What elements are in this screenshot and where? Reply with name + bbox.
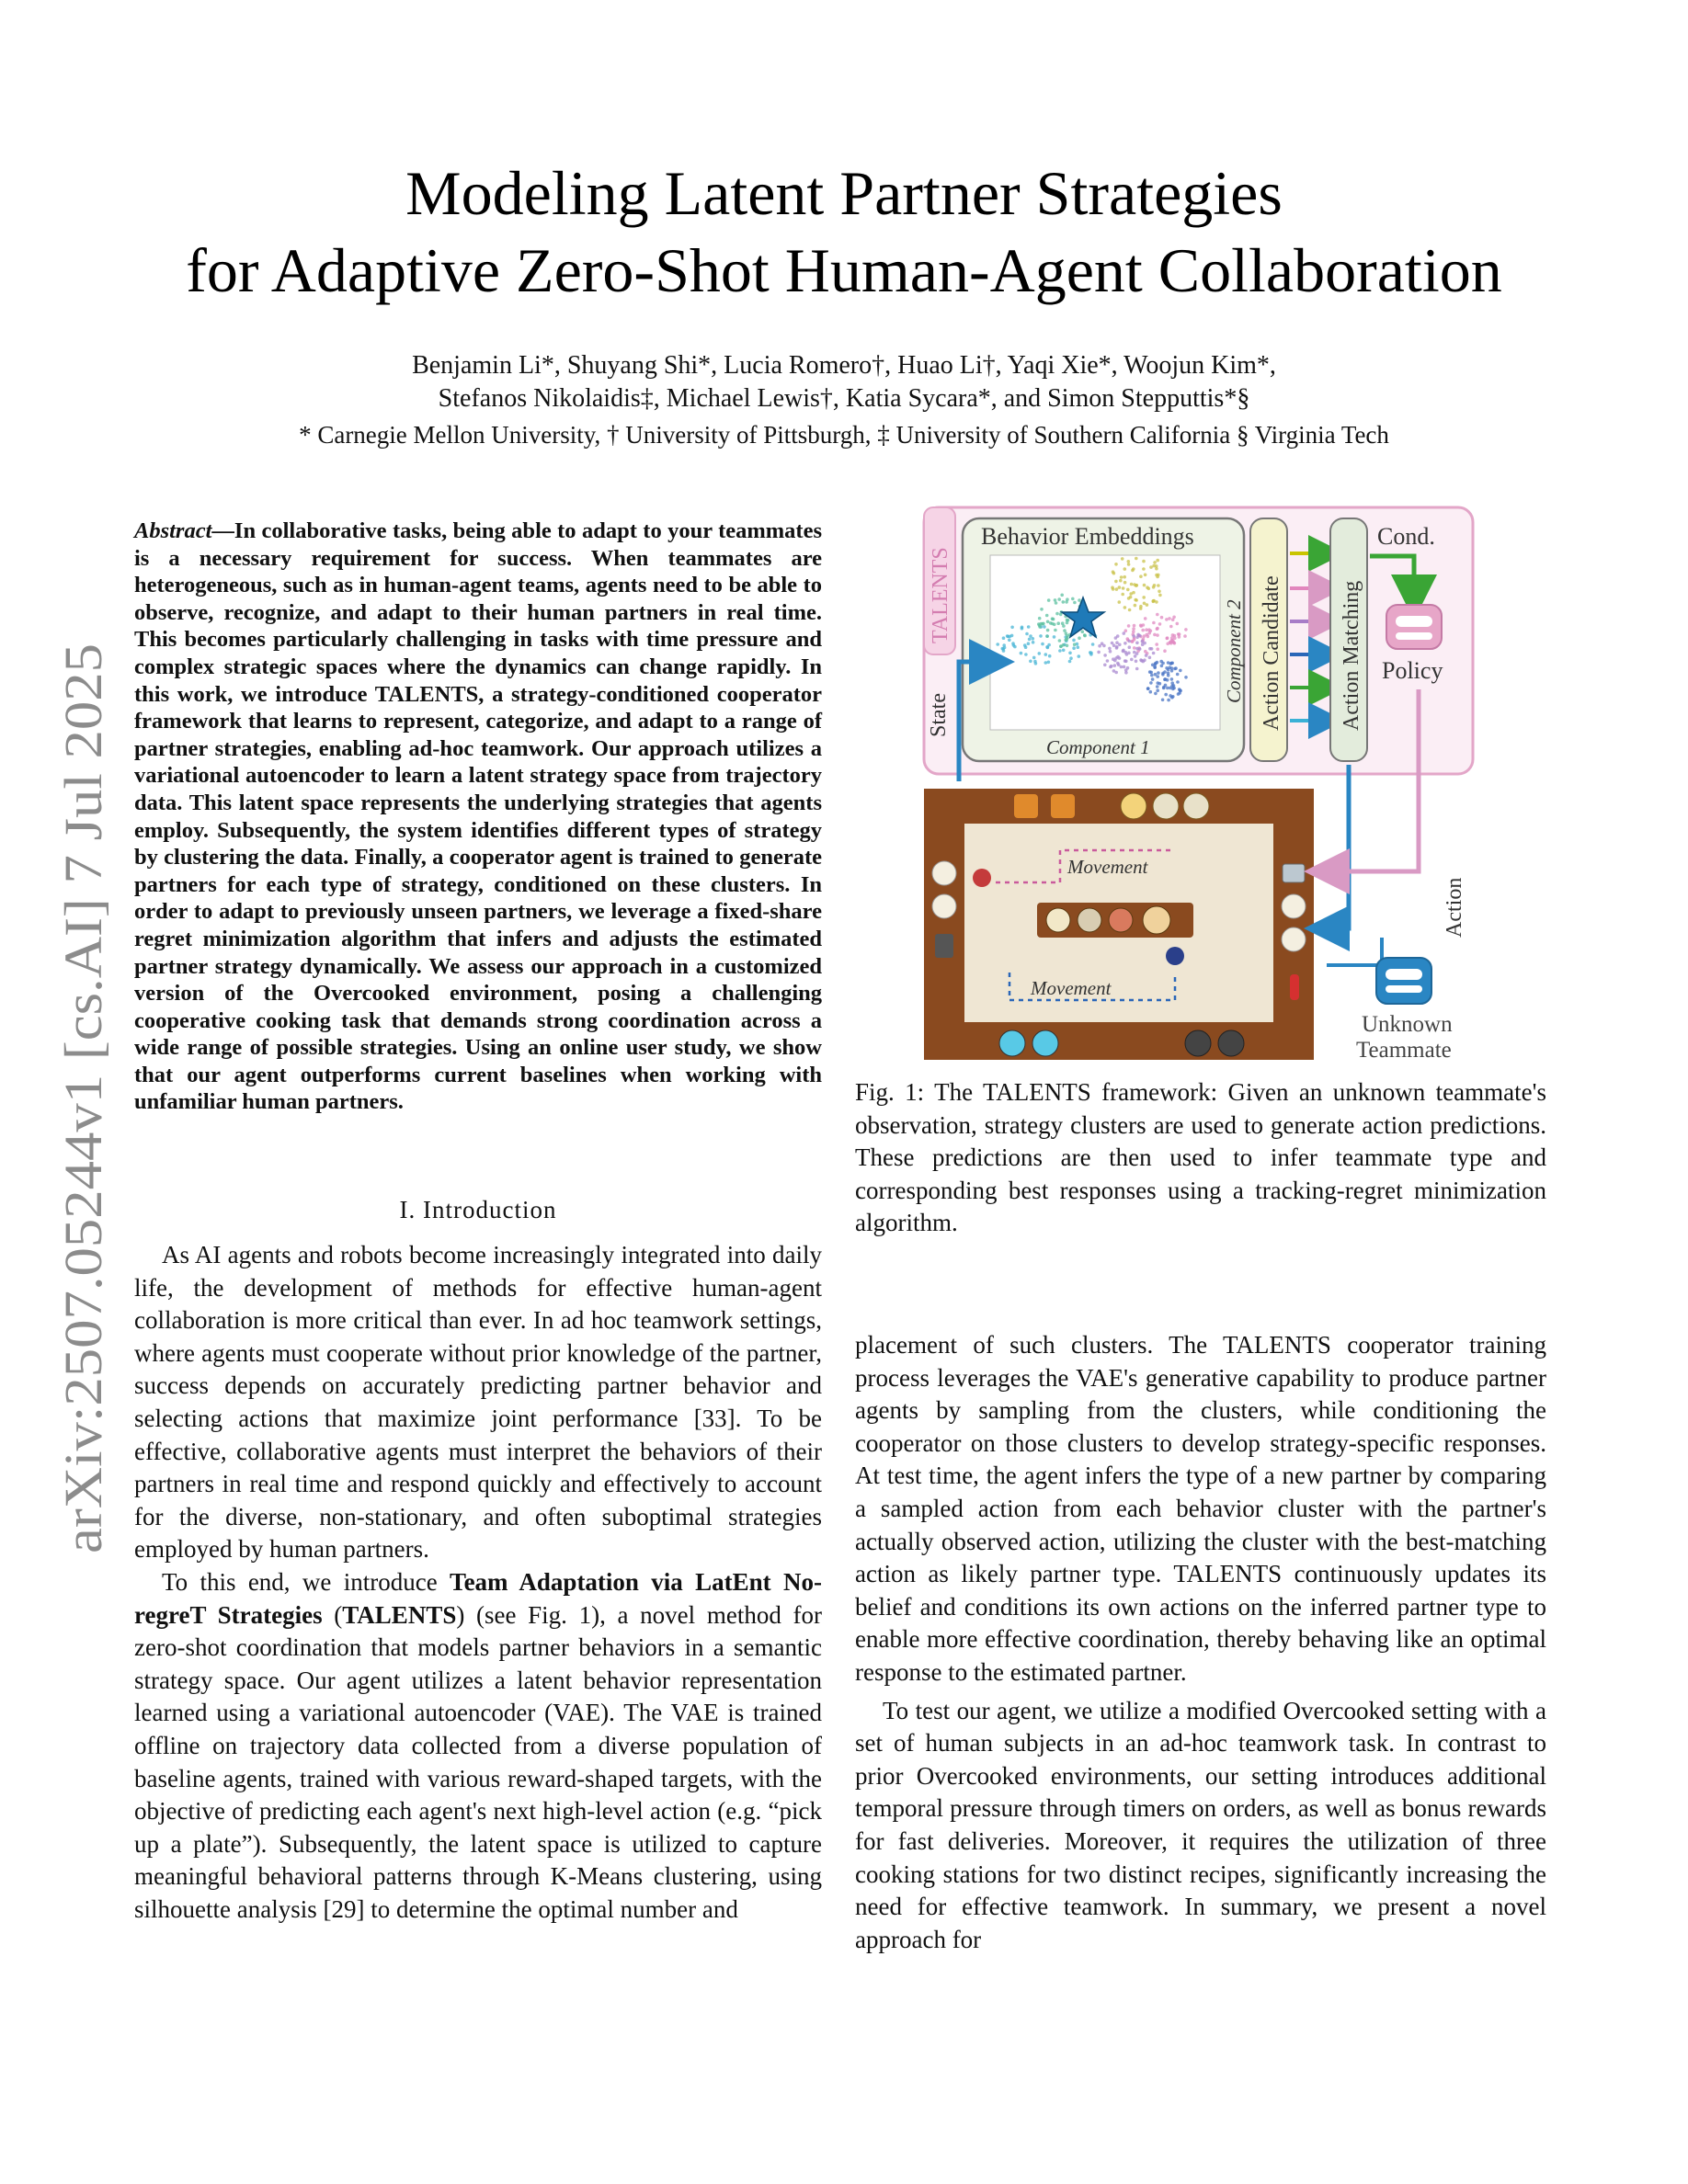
- embedding-point: [1132, 634, 1135, 638]
- embedding-point: [1038, 625, 1042, 629]
- embedding-point: [1072, 646, 1076, 650]
- embedding-point: [1123, 665, 1126, 669]
- embedding-point: [1133, 624, 1136, 628]
- embedding-point: [1066, 597, 1069, 601]
- embedding-point: [1047, 643, 1051, 647]
- policy-robot-eyes: [1396, 616, 1432, 627]
- embedding-point: [1055, 612, 1059, 616]
- embedding-point: [1152, 652, 1156, 655]
- policy-label: Policy: [1382, 657, 1443, 684]
- embedding-point: [1135, 667, 1139, 671]
- action-matching-label: Action Matching: [1340, 580, 1363, 731]
- embedding-point: [1021, 626, 1024, 630]
- embedding-point: [1127, 652, 1131, 655]
- figure-1-caption: Fig. 1: The TALENTS framework: Given an unknown teammate's observation, strategy clusters are used to generate action predictions. These predictions are then used to infer teammate type and corresponding best responses using a tracking-regret minimization algorithm.: [855, 1078, 1546, 1237]
- embedding-point: [1150, 647, 1154, 651]
- embedding-point: [1167, 699, 1170, 702]
- embedding-point: [1132, 630, 1135, 633]
- embedding-point: [1164, 693, 1168, 697]
- embedding-point: [1157, 584, 1160, 587]
- embedding-point: [1143, 584, 1146, 587]
- embedding-point: [1135, 642, 1139, 645]
- embedding-point: [1133, 651, 1136, 654]
- embedding-point: [1111, 642, 1114, 645]
- embedding-point: [1068, 660, 1072, 664]
- embedding-point: [1052, 618, 1055, 621]
- intro-p2-name: TALENTS: [342, 1600, 457, 1629]
- embedding-point: [1165, 666, 1169, 670]
- embedding-point: [1130, 658, 1134, 662]
- embedding-point: [1071, 597, 1075, 601]
- embedding-point: [1032, 656, 1036, 660]
- embedding-point: [1034, 662, 1038, 665]
- embedding-point: [1127, 560, 1131, 563]
- embedding-point: [1020, 652, 1023, 655]
- embedding-point: [1024, 645, 1028, 649]
- embedding-point: [1161, 672, 1165, 676]
- embedding-point: [1157, 574, 1160, 577]
- embedding-point: [1028, 638, 1032, 642]
- embedding-point: [1066, 638, 1069, 642]
- embedding-point: [1178, 635, 1181, 639]
- movement-label-1: Movement: [1067, 856, 1148, 878]
- embedding-point: [1151, 677, 1155, 681]
- embedding-point: [1170, 636, 1174, 640]
- embedding-point: [1171, 688, 1175, 691]
- embedding-point: [1078, 654, 1081, 658]
- component-2-label: Component 2: [1223, 599, 1245, 703]
- figure-1: [922, 506, 1483, 1068]
- embedding-point: [1114, 563, 1118, 566]
- blue-chef-icon: [1166, 947, 1184, 965]
- embedding-point: [1012, 643, 1016, 647]
- embedding-point: [1103, 654, 1107, 657]
- embedding-point: [1123, 606, 1127, 609]
- embedding-point: [1123, 581, 1127, 585]
- embedding-point: [1130, 583, 1134, 586]
- embedding-point: [1153, 633, 1157, 637]
- embedding-point: [1060, 594, 1064, 597]
- embedding-point: [1176, 680, 1180, 684]
- embedding-point: [1169, 625, 1173, 629]
- embedding-point: [1144, 650, 1147, 654]
- embedding-point: [1156, 613, 1159, 617]
- embedding-point: [1176, 622, 1180, 626]
- embedding-point: [1132, 627, 1135, 631]
- embedding-point: [1158, 590, 1161, 594]
- embedding-point: [1176, 673, 1180, 677]
- embedding-point: [1029, 634, 1032, 638]
- embedding-point: [1156, 685, 1159, 688]
- embedding-point: [1149, 681, 1153, 685]
- embedding-point: [1141, 640, 1145, 643]
- embedding-point: [1133, 583, 1136, 586]
- embedding-point: [1171, 633, 1175, 637]
- embedding-point: [1120, 665, 1123, 669]
- embedding-point: [1068, 652, 1072, 655]
- embedding-point: [1109, 665, 1112, 669]
- embedding-point: [1141, 629, 1145, 632]
- embedding-point: [1156, 661, 1159, 665]
- embedding-point: [1010, 626, 1014, 630]
- intro-p2-b: (: [322, 1600, 343, 1629]
- embedding-point: [1173, 667, 1177, 671]
- embedding-point: [1179, 689, 1182, 693]
- embedding-point: [1132, 591, 1135, 595]
- embedding-point: [1138, 634, 1142, 638]
- embedding-point: [1048, 654, 1052, 658]
- action-candidate-label: Action Candidate: [1260, 575, 1283, 731]
- embedding-point: [1123, 567, 1127, 571]
- embedding-point: [1066, 644, 1069, 648]
- embedding-point: [1129, 596, 1133, 599]
- embedding-point: [1113, 664, 1117, 667]
- embedding-point: [1039, 634, 1043, 638]
- arxiv-stamp: [18, 634, 129, 1553]
- embedding-point: [1128, 645, 1132, 649]
- embedding-point: [1118, 656, 1122, 660]
- embedding-point: [1038, 652, 1042, 655]
- embedding-point: [1154, 673, 1158, 677]
- embedding-point: [1114, 636, 1118, 640]
- embedding-point: [1172, 641, 1176, 644]
- author-line-1: Benjamin Li*, Shuyang Shi*, Lucia Romero†, Huao Li†, Yaqi Xie*, Woojun Kim*,: [412, 351, 1276, 380]
- embedding-point: [1143, 658, 1146, 662]
- embedding-point: [1138, 647, 1142, 651]
- embedding-point: [1183, 634, 1187, 638]
- embedding-point: [1002, 636, 1006, 640]
- embedding-point: [1098, 644, 1101, 648]
- embedding-point: [1155, 643, 1158, 646]
- embedding-point: [1077, 645, 1080, 649]
- embedding-point: [1166, 643, 1169, 646]
- embedding-point: [1149, 690, 1153, 694]
- behavior-embeddings-title: Behavior Embeddings: [981, 523, 1194, 550]
- embedding-point: [1115, 587, 1119, 591]
- embedding-point: [1170, 666, 1174, 670]
- embedding-point: [1168, 617, 1171, 620]
- right-paragraph-2: To test our agent, we utilize a modified Overcooked setting with a set of human subjects in an ad-hoc teamwork task. In contrast to prior Overcooked environments, our setting introduces additional temporal pressure through timers on orders, as well as bonus rewards for fast deliveries. Moreover, it requires the utilization of three cooking stations for two distinct recipes, significantly increasing the need for effective teamwork. In summary, we present a novel approach for: [855, 1696, 1546, 1953]
- embedding-point: [1115, 645, 1119, 649]
- embedding-point: [1139, 624, 1143, 628]
- embedding-point: [1032, 641, 1035, 644]
- arxiv-stamp-svg: [18, 634, 129, 1553]
- embedding-point: [1171, 695, 1175, 699]
- embedding-point: [1006, 634, 1009, 638]
- embedding-point: [1167, 661, 1170, 665]
- embedding-point: [1155, 567, 1158, 571]
- embedding-point: [1177, 692, 1180, 696]
- embedding-point: [1111, 586, 1114, 589]
- embedding-point: [1045, 614, 1049, 618]
- embedding-point: [1123, 631, 1126, 635]
- embedding-point: [1163, 678, 1167, 682]
- embedding-point: [1156, 627, 1159, 631]
- embedding-point: [1184, 676, 1188, 679]
- embedding-point: [1135, 557, 1138, 561]
- embedding-point: [1156, 559, 1159, 563]
- intro-p2-acronym: Team Adaptation via LatEnt No-regreT Strategies: [134, 1567, 822, 1629]
- embedding-point: [1078, 598, 1081, 602]
- policy-robot-mouth: [1396, 632, 1432, 640]
- embedding-point: [1010, 634, 1014, 638]
- embedding-point: [1044, 661, 1048, 665]
- embedding-point: [1156, 633, 1159, 637]
- title-line-1: Modeling Latent Partner Strategies: [405, 158, 1283, 228]
- arxiv-id: arXiv:2507.05244v1 [cs.AI] 7 Jul 2025: [53, 711, 113, 1553]
- embedding-point: [1132, 567, 1135, 571]
- embedding-point: [1113, 659, 1117, 663]
- embedding-point: [1131, 640, 1135, 643]
- embedding-point: [1139, 605, 1143, 609]
- embedding-point: [1156, 647, 1159, 651]
- embedding-point: [1073, 643, 1077, 646]
- embedding-point: [1122, 586, 1125, 590]
- embedding-point: [1061, 621, 1065, 625]
- embedding-point: [1128, 609, 1132, 612]
- embedding-point: [1134, 598, 1137, 602]
- embedding-point: [1112, 570, 1115, 574]
- embedding-point: [1154, 692, 1158, 696]
- embedding-point: [1128, 640, 1132, 643]
- embedding-point: [1153, 665, 1157, 669]
- embedding-point: [1043, 625, 1046, 629]
- embedding-point: [1002, 643, 1006, 647]
- embedding-point: [1126, 666, 1130, 670]
- figure-1-svg: [922, 506, 1483, 1068]
- embedding-point: [1055, 601, 1058, 605]
- embedding-point: [1053, 635, 1056, 639]
- embedding-point: [1078, 636, 1081, 640]
- author-list: [0, 349, 1688, 415]
- embedding-point: [1127, 624, 1131, 628]
- embedding-point: [996, 643, 999, 646]
- embedding-point: [1097, 651, 1101, 654]
- unknown-robot-icon: [1376, 958, 1431, 1004]
- embedding-point: [1170, 677, 1174, 681]
- embedding-point: [1152, 621, 1156, 625]
- embedding-point: [1142, 560, 1146, 563]
- embedding-point: [1027, 642, 1031, 645]
- embedding-point: [1139, 574, 1143, 578]
- embedding-point: [1057, 597, 1061, 601]
- movement-label-2: Movement: [1031, 977, 1112, 999]
- embedding-point: [1163, 649, 1167, 653]
- talents-label: TALENTS: [929, 547, 952, 643]
- embedding-point: [1072, 639, 1076, 643]
- embedding-point: [1089, 653, 1093, 656]
- embedding-point: [1114, 580, 1118, 584]
- embedding-point: [1108, 647, 1112, 651]
- intro-paragraph-2: [134, 1566, 822, 1927]
- embedding-point: [1112, 669, 1116, 673]
- embedding-point: [1062, 649, 1066, 653]
- embedding-point: [1160, 616, 1164, 620]
- teammate-label: Teammate: [1356, 1038, 1452, 1063]
- embedding-point: [1046, 620, 1050, 624]
- embedding-point: [1146, 687, 1150, 690]
- embedding-point: [1123, 642, 1127, 645]
- unknown-robot-mouth: [1386, 985, 1422, 993]
- abstract-text: —In collaborative tasks, being able to adapt to your teammates is a necessary requirement for success. When teammates are heterogeneous, such as in human-agent teams, agents need to be able to observe, recognize, and adapt to their human partners in real time. This becomes particularly challenging in tasks with time pressure and complex strategic spaces where the dynamics can change rapidly. In this work, we introduce TALENTS, a strategy-conditioned cooperator framework that learns to represent, categorize, and adapt to a range of partner strategies, enabling ad-hoc teamwork. Our approach utilizes a variational autoencoder to learn a latent strategy space from trajectory data. This latent space represents the underlying strategies that agents employ. Subsequently, the system identifies different types of strategy by clustering the data. Finally, a cooperator agent is trained to generate partners for each type of strategy, conditioned on these clusters. In order to adapt to previously unseen partners, we leverage a fixed-share regret minimization algorithm that infers and adjusts the estimated partner strategy dynamically. We assess our approach in a customized version of the Overcooked environment, posing a challenging cooperative cooking task that demands strong coordination across a wide range of possible strategies. Using an online user study, we show that our agent outperforms current baselines when working with unfamiliar human partners.: [134, 518, 822, 1115]
- embedding-point: [1109, 650, 1112, 654]
- embedding-point: [1156, 675, 1159, 678]
- embedding-point: [1039, 622, 1043, 626]
- embedding-point: [1161, 699, 1165, 702]
- embedding-point: [1142, 596, 1146, 599]
- embedding-point: [1025, 632, 1029, 636]
- embedding-point: [1156, 688, 1159, 692]
- embedding-point: [1158, 594, 1162, 597]
- embedding-point: [1145, 654, 1148, 657]
- embedding-point: [1134, 654, 1137, 658]
- teammate-arrow: [1327, 938, 1382, 965]
- intro-p2-c: ) (see Fig. 1), a novel method for zero-shot coordination that models partner behaviors in a semantic strategy space. Our agent utilizes a latent behavior representation learned using a variational autoencoder (VAE). The VAE is trained offline on trajectory data collected from a diverse population of baseline agents, trained with various reward-shaped targets, with the objective of predicting each agent's next high-level action (e.g. “pick up a plate”). Subsequently, the latent space is utilized to capture meaningful behavioral patterns through K-Means clustering, using silhouette analysis [29] to determine the optimal number and: [134, 1600, 822, 1923]
- embedding-point: [1062, 600, 1066, 604]
- embedding-point: [1119, 579, 1123, 583]
- embedding-point: [1144, 574, 1147, 577]
- embedding-point: [1157, 671, 1160, 675]
- embedding-point: [1091, 643, 1095, 646]
- embedding-point: [1047, 598, 1051, 602]
- abstract-lead: Abstract: [134, 518, 212, 543]
- embedding-point: [1041, 643, 1044, 646]
- embedding-point: [1149, 565, 1153, 569]
- section-heading-introduction: I. Introduction: [399, 1196, 557, 1223]
- paper-title: [0, 154, 1688, 309]
- embedding-point: [1126, 588, 1130, 592]
- embedding-point: [1046, 629, 1050, 632]
- embedding-point: [1056, 621, 1060, 625]
- embedding-point: [1027, 625, 1031, 629]
- embedding-point: [1054, 598, 1057, 602]
- embedding-point: [1008, 639, 1011, 643]
- embedding-point: [1024, 653, 1028, 656]
- embedding-point: [1153, 561, 1157, 564]
- embedding-point: [1165, 618, 1169, 621]
- embedding-point: [1153, 584, 1157, 587]
- embedding-point: [1167, 674, 1170, 677]
- embedding-point: [1083, 634, 1087, 638]
- embedding-point: [1069, 656, 1073, 660]
- introduction-body: [134, 1239, 822, 1926]
- author-line-2: Stefanos Nikolaidis‡, Michael Lewis†, Katia Sycara*, and Simon Stepputtis*§: [438, 384, 1250, 413]
- embedding-point: [1184, 628, 1188, 631]
- embedding-point: [1123, 659, 1127, 663]
- state-label: State: [927, 693, 951, 737]
- embedding-point: [1146, 603, 1149, 607]
- matching-down-arrow: [1327, 765, 1349, 928]
- embedding-point: [1146, 633, 1149, 637]
- action-label: Action: [1443, 877, 1466, 938]
- embedding-point: [1145, 628, 1148, 631]
- embedding-point: [1038, 617, 1042, 620]
- embedding-point: [1147, 587, 1151, 591]
- component-1-label: Component 1: [1046, 736, 1150, 758]
- embedding-point: [1058, 639, 1062, 643]
- embedding-point: [1135, 660, 1138, 664]
- right-paragraph-1: placement of such clusters. The TALENTS cooperator training process leverages the VAE's generative capability to produce partner agents by sampling from the clusters, while conditioning the cooperator on those clusters to develop strategy-specific responses. At test time, the agent infers the type of a new partner by comparing a sampled action from each behavior cluster with the partner's actually observed action, utilizing the cluster with the best-matching action as likely partner type. TALENTS continuously updates its belief and conditions its own actions on the inferred partner type to enable more effective coordination, thereby behaving like an optimal response to the estimated partner.: [855, 1331, 1546, 1686]
- embedding-point: [1160, 665, 1164, 668]
- title-line-2: for Adaptive Zero-Shot Human-Agent Collaboration: [186, 235, 1502, 305]
- embedding-point: [1118, 600, 1122, 604]
- embedding-point: [1047, 661, 1051, 665]
- embedding-point: [1141, 643, 1145, 646]
- embedding-point: [1162, 687, 1166, 690]
- embedding-point: [1103, 664, 1107, 667]
- red-chef-icon: [973, 869, 991, 887]
- cond-label: Cond.: [1377, 523, 1435, 550]
- embedding-point: [1158, 622, 1162, 626]
- embedding-point: [1121, 593, 1124, 597]
- embedding-point: [1044, 653, 1048, 656]
- unknown-robot-eyes: [1386, 969, 1422, 980]
- embedding-point: [1150, 674, 1154, 677]
- embedding-point: [1062, 643, 1066, 647]
- embedding-point: [1127, 563, 1131, 566]
- embedding-point: [1148, 656, 1152, 660]
- embedding-point: [1116, 662, 1120, 665]
- embedding-point: [1157, 681, 1160, 685]
- embedding-point: [1144, 617, 1147, 620]
- embedding-point: [1121, 557, 1124, 561]
- embedding-point: [1059, 613, 1063, 617]
- embedding-point: [1133, 646, 1136, 650]
- intro-paragraph-1: As AI agents and robots become increasingly integrated into daily life, the development of methods for effective human-agent collaboration is more critical than ever. In ad hoc teamwork settings, where agents must cooperate without prior knowledge of the partner, success depends on accurately predicting partner behavior and selecting actions that maximize joint performance [33]. To be effective, collaborative agents must interpret the behaviors of their partners in real time and respond quickly and effectively to account for the diverse, non-stationary, and often suboptimal strategies employed by human partners.: [134, 1241, 822, 1564]
- embedding-point: [1063, 629, 1066, 632]
- embedding-point: [1045, 634, 1049, 638]
- embedding-point: [1118, 586, 1122, 589]
- embedding-plot-area: [990, 555, 1220, 730]
- embedding-point: [1058, 649, 1062, 653]
- embedding-point: [1142, 567, 1146, 571]
- embedding-point: [1073, 601, 1077, 605]
- embedding-point: [1152, 599, 1156, 603]
- affiliations: * Carnegie Mellon University, † University of Pittsburgh, ‡ University of Southern California § Virginia Tech: [299, 421, 1389, 449]
- intro-p2-a: To this end, we introduce: [162, 1567, 451, 1596]
- unknown-label: Unknown: [1362, 1012, 1453, 1037]
- embedding-point: [1152, 564, 1156, 568]
- embedding-point: [1149, 630, 1153, 633]
- embedding-point: [1166, 636, 1169, 640]
- right-column-body: [855, 1329, 1546, 1956]
- embedding-point: [1120, 575, 1123, 579]
- embedding-point: [1134, 604, 1137, 608]
- embedding-point: [1106, 659, 1110, 663]
- embedding-point: [1081, 630, 1085, 633]
- embedding-point: [1124, 651, 1128, 654]
- embedding-point: [1040, 608, 1044, 611]
- embedding-point: [1051, 622, 1055, 626]
- embedding-point: [1123, 575, 1126, 579]
- embedding-point: [1029, 660, 1032, 664]
- embedding-point: [1149, 671, 1153, 675]
- embedding-point: [1066, 619, 1070, 622]
- embedding-point: [1179, 669, 1182, 673]
- abstract: [134, 518, 822, 1116]
- embedding-point: [1054, 629, 1057, 632]
- embedding-point: [1118, 643, 1122, 647]
- embedding-point: [1171, 618, 1175, 621]
